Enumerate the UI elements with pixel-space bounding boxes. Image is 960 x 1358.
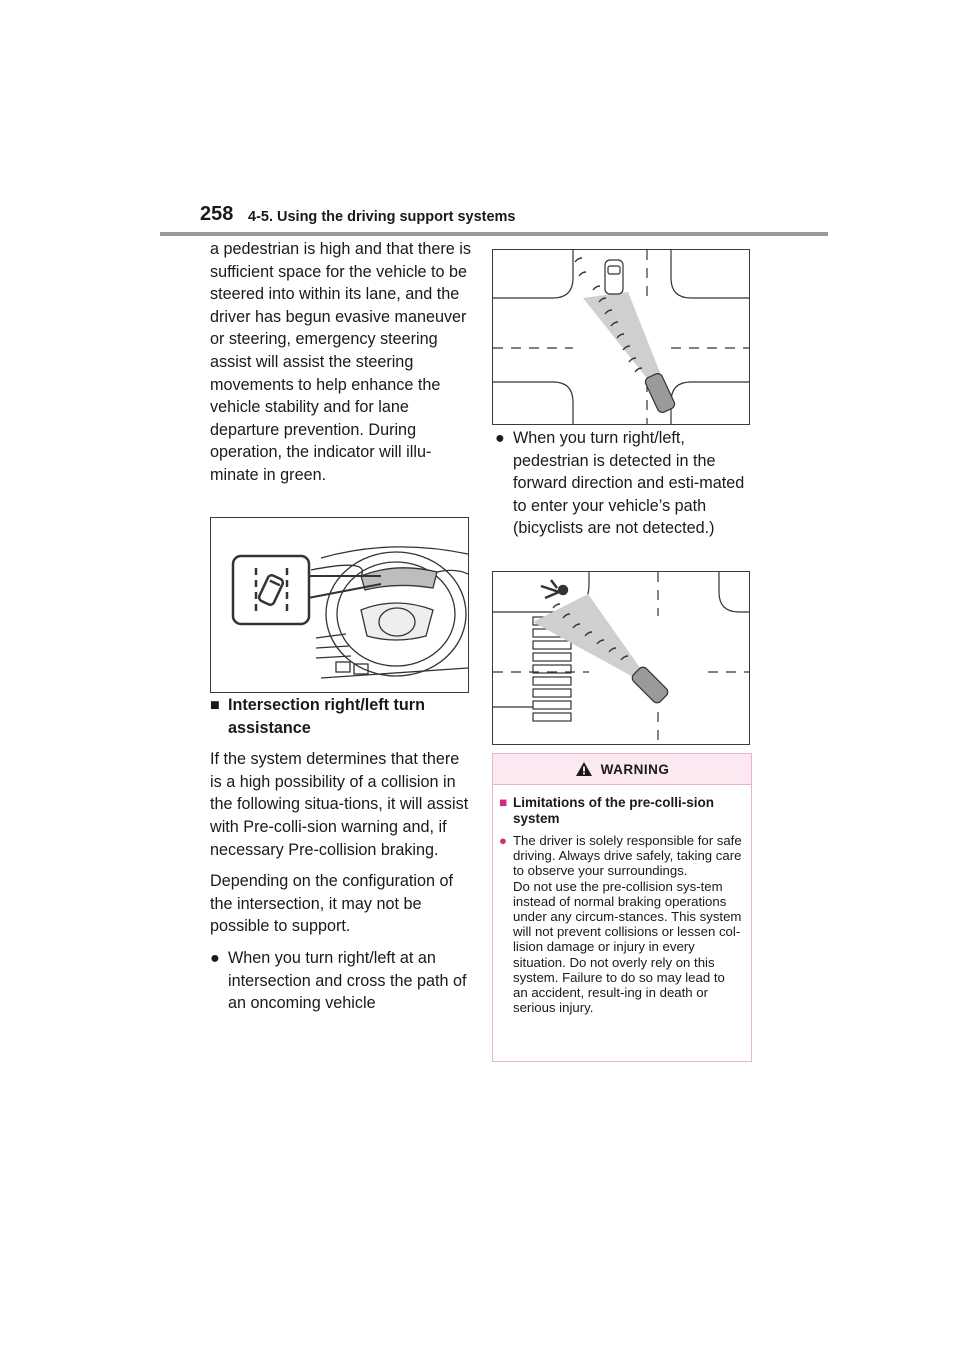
warning-heading-marker: ■ bbox=[499, 795, 508, 810]
warning-header bbox=[493, 754, 751, 785]
oncoming-car bbox=[605, 260, 623, 294]
warning-body bbox=[499, 833, 743, 1015]
warning-body-marker: ● bbox=[499, 833, 507, 848]
bullet-pedestrian bbox=[495, 427, 755, 540]
intro-paragraph: a pedestrian is high and that there is sufficient space for the vehicle to be steered into within its lane, and the driver has begun evasive maneuver or steering, emergency steering assist will assist the steering movements to help enhance the vehicle stability and for lane departure prevention. During operation, the indicator will illu-minate in green. bbox=[210, 240, 471, 484]
bullet-marker: ● bbox=[495, 429, 505, 447]
paragraph-situations: If the system determines that there is a high possibility of a collision in the following situa-tions, it will assist with Pre-colli-sion warning and, if necessary Pre-collision braking. bbox=[210, 750, 469, 859]
dashboard-indicator-illustration bbox=[210, 517, 469, 693]
left-column-lower bbox=[210, 694, 472, 1015]
bullet-oncoming-vehicle bbox=[210, 947, 472, 1015]
bullet-text: When you turn right/left at an intersection and cross the path of an oncoming vehicle bbox=[228, 948, 467, 1013]
warning-triangle-icon bbox=[575, 761, 593, 777]
section-title: 4-5. Using the driving support systems bbox=[248, 209, 516, 225]
instrument-cluster bbox=[361, 568, 437, 590]
page-number: 258 bbox=[200, 203, 234, 225]
pedestrian-illustration bbox=[492, 571, 750, 745]
warning-heading-text: Limitations of the pre-colli-sion system bbox=[513, 795, 715, 826]
indicator-callout bbox=[233, 556, 309, 624]
warning-body-line-1: The driver is solely responsible for safe driving. Always drive safely, taking care to observe your surroundings. bbox=[513, 833, 742, 879]
header-divider bbox=[160, 232, 828, 236]
subheading-marker: ■ bbox=[210, 696, 220, 714]
right-column bbox=[495, 427, 755, 540]
pedestrian-figure bbox=[541, 580, 567, 598]
warning-heading bbox=[499, 795, 745, 826]
detection-cone bbox=[583, 292, 663, 386]
left-column bbox=[210, 238, 472, 487]
warning-box bbox=[492, 753, 752, 1062]
intersection-subheading bbox=[210, 694, 472, 739]
warning-title: WARNING bbox=[600, 761, 670, 777]
subheading-text: Intersection right/left turn assistance bbox=[228, 696, 425, 737]
own-car bbox=[644, 372, 676, 414]
warning-body-line-2: Do not use the pre-collision sys-tem instead of normal braking operations under any circum-stances. This system will not prevent collisions or lessen col-lision damage or injury in every situation. Do not overly rely on this system. Failure to do so may lead to an accident, result-ing in death or serious injury. bbox=[513, 878, 742, 1016]
paragraph-configuration: Depending on the configuration of the intersection, it may not be possible to support. bbox=[210, 872, 453, 936]
oncoming-vehicle-illustration bbox=[492, 249, 750, 425]
bullet-text: When you turn right/left, pedestrian is detected in the forward direction and esti-mated to enter your vehicle’s path (bicyclists are not detected.) bbox=[513, 429, 745, 538]
bullet-marker: ● bbox=[210, 948, 220, 967]
